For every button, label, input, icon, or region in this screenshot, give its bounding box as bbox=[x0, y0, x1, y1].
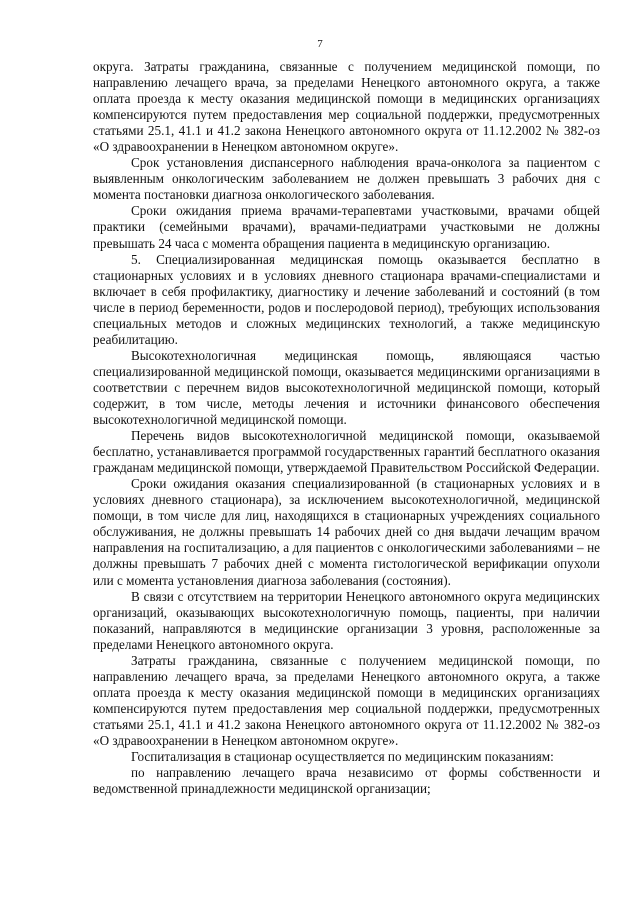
paragraph-referral-level3: В связи с отсутствием на территории Ненецкого автономного округа медицинских организаций, оказывающих высокотехнологичную помощь, пациенты, при наличии показаний, направляются в медицинские организации 3 уровня, расположенные за пределами Ненецкого автономного округа. bbox=[93, 588, 600, 652]
paragraph-high-tech-list: Перечень видов высокотехнологичной медицинской помощи, оказываемой бесплатно, устанавливается программой государственных гарантий бесплатного оказания гражданам медицинской помощи, утверждаемой Правительством Российской Федерации. bbox=[93, 428, 600, 476]
paragraph-high-tech-care: Высокотехнологичная медицинская помощь, являющаяся частью специализированной медицинской помощи, оказывается медицинскими организациями в соответствии с перечнем видов высокотехнологичной медицинской помощи, который содержит, в том числе, методы лечения и источники финансового обеспечения высокотехнологичной медицинской помощи. bbox=[93, 347, 600, 428]
page-number: 7 bbox=[317, 38, 323, 50]
paragraph-waiting-specialized: Сроки ожидания оказания специализированной (в стационарных условиях и в условиях дневного стационара), за исключением высокотехнологичной, медицинской помощи, в том числе для лиц, находящихся в стационарных учреждениях социального обслуживания, не должны превышать 14 рабочих дней со дня выдачи лечащим врачом направления на госпитализацию, а для пациентов с онкологическими заболеваниями – не должны превышать 7 рабочих дней с момента гистологической верификации опухоли или с момента установления диагноза заболевания (состояния). bbox=[93, 476, 600, 588]
paragraph-waiting-therapists: Сроки ожидания приема врачами-терапевтами участковыми, врачами общей практики (семейными врачами), врачами-педиатрами участковыми не должны превышать 24 часа с момента обращения пациента в медицинскую организацию. bbox=[93, 203, 600, 251]
paragraph-costs-compensation: Затраты гражданина, связанные с получением медицинской помощи, по направлению лечащего врача, за пределами Ненецкого автономного округа, а также оплата проезда к месту оказания медицинской помощи в медицинских организациях компенсируются путем предоставления мер социальной поддержки, предусмотренных статьями 25.1, 41.1 и 41.2 закона Ненецкого автономного округа от 11.12.2002 № 382-оз «О здравоохранении в Ненецком автономном округе». bbox=[93, 652, 600, 748]
paragraph-continued: округа. Затраты гражданина, связанные с получением медицинской помощи, по направлению лечащего врача, за пределами Ненецкого автономного округа, а также оплата проезда к месту оказания медицинской помощи в медицинских организациях компенсируются путем предоставления мер социальной поддержки, предусмотренных статьями 25.1, 41.1 и 41.2 закона Ненецкого автономного округа от 11.12.2002 № 382-оз «О здравоохранении в Ненецком автономном округе». bbox=[93, 59, 600, 155]
paragraph-specialized-care: 5. Специализированная медицинская помощь оказывается бесплатно в стационарных условиях и в условиях дневного стационара врачами-специалистами и включает в себя профилактику, диагностику и лечение заболеваний и состояний (в том числе в период беременности, родов и послеродовой период), требующих использования специальных методов и сложных медицинских технологий, а также медицинскую реабилитацию. bbox=[93, 251, 600, 347]
paragraph-referral-doctor: по направлению лечащего врача независимо от формы собственности и ведомственной принадлежности медицинской организации; bbox=[93, 765, 600, 797]
paragraph-hospitalization: Госпитализация в стационар осуществляется по медицинским показаниям: bbox=[131, 749, 554, 765]
document-body bbox=[93, 59, 600, 797]
paragraph-oncology-observation: Срок установления диспансерного наблюдения врача-онколога за пациентом с выявленным онкологическим заболеванием не должен превышать 3 рабочих дня с момента постановки диагноза онкологического заболевания. bbox=[93, 155, 600, 203]
